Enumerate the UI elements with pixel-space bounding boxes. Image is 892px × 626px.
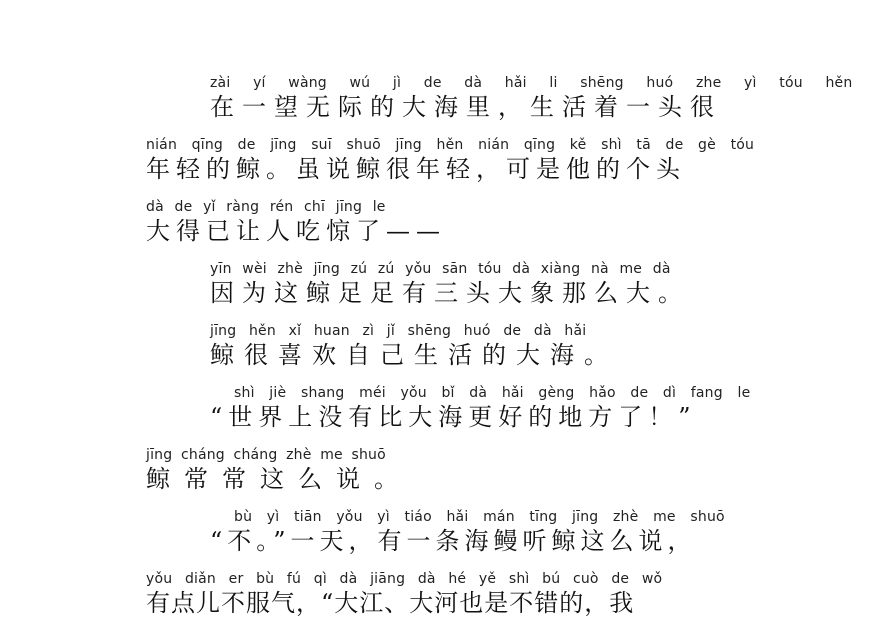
text-line-4 [210, 260, 690, 308]
line-4-pinyin: yīn wèi zhè jīng zú zú yǒu sān tóu dà xiàng nà me dà [210, 261, 671, 277]
line-6-block [210, 384, 750, 432]
line-6-hanzi: “世界上没有比大海更好的地方了！” [210, 403, 697, 431]
line-1-hanzi: 在一望无际的大海里，生活着一头很 [210, 93, 722, 121]
text-line-2 [146, 136, 754, 184]
line-1-pinyin: zài yí wàng wú jì de dà hǎi li shēng huó zhe yì tóu hěn [210, 75, 853, 91]
line-7-block [146, 446, 412, 494]
text-line-1 [210, 74, 852, 122]
line-5-block [210, 322, 618, 370]
text-line-6 [210, 384, 750, 432]
line-8-hanzi: “不。”一天，有一条海鳗听鲸这么说， [210, 527, 697, 555]
line-9-hanzi: 有点儿不服气，“大江、大河也是不错的，我 [146, 589, 635, 617]
line-4-block [210, 260, 690, 308]
line-2-pinyin: nián qīng de jīng suī shuō jīng hěn nián qīng kě shì tā de gè tóu [146, 137, 755, 153]
line-5-pinyin: jīng hěn xǐ huan zì jǐ shēng huó de dà hǎi [210, 323, 587, 339]
text-line-8 [210, 508, 725, 556]
line-7-hanzi: 鲸常常这么说。 [146, 465, 412, 493]
text-line-9 [146, 570, 662, 618]
line-1-block [210, 74, 852, 122]
line-2-hanzi: 年轻的鲸。虽说鲸很年轻，可是他的个头 [146, 155, 686, 183]
line-4-hanzi: 因为这鲸足足有三头大象那么大。 [210, 279, 690, 307]
line-3-hanzi: 大得已让人吃惊了—— [146, 217, 446, 245]
line-9-block [146, 570, 662, 618]
text-line-3 [146, 198, 446, 246]
line-9-pinyin: yǒu diǎn er bù fú qì dà jiāng dà hé yě shì bú cuò de wǒ [146, 571, 663, 587]
line-6-pinyin: shì jiè shang méi yǒu bǐ dà hǎi gèng hǎo de dì fang le [234, 385, 751, 401]
line-3-block [146, 198, 446, 246]
line-2-block [146, 136, 754, 184]
line-5-hanzi: 鲸很喜欢自己生活的大海。 [210, 341, 618, 369]
line-3-pinyin: dà de yǐ ràng rén chī jīng le [146, 199, 386, 215]
line-8-pinyin: bù yì tiān yǒu yì tiáo hǎi mán tīng jīng zhè me shuō [234, 509, 725, 525]
line-7-pinyin: jīng cháng cháng zhè me shuō [146, 447, 386, 463]
text-line-7 [146, 446, 412, 494]
text-line-5 [210, 322, 618, 370]
line-8-block [210, 508, 725, 556]
